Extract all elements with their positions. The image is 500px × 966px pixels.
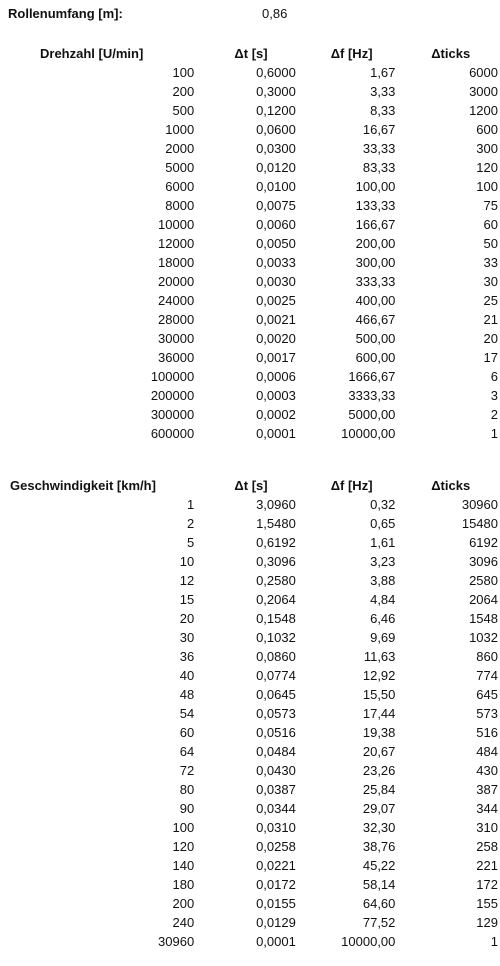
cell-input[interactable]: 90 [179,801,195,816]
cell-delta-t[interactable]: 0,3000 [256,84,296,99]
cell-delta-ticks[interactable]: 2580 [469,573,498,588]
cell-delta-ticks[interactable]: 6192 [469,535,498,550]
cell-input[interactable]: 36000 [158,350,195,365]
cell-delta-f[interactable]: 9,69 [370,630,396,645]
table-row [0,514,500,533]
cell-delta-f[interactable]: 166,67 [355,217,396,232]
cell-delta-t[interactable]: 0,0774 [256,668,296,683]
table-row [0,272,500,291]
cell-delta-t[interactable]: 0,0573 [256,706,296,721]
cell-input[interactable]: 600000 [150,426,195,441]
cell-delta-ticks[interactable]: 430 [476,763,498,778]
header-delta-f: Δf [Hz] [330,478,373,493]
table-row [0,818,500,837]
table-row [0,253,500,272]
table-row [0,666,500,685]
cell-delta-t[interactable]: 0,0075 [256,198,296,213]
cell-delta-ticks[interactable]: 2064 [469,592,498,607]
table-row [0,82,500,101]
table-row [0,196,500,215]
cell-delta-f[interactable]: 45,22 [362,858,396,873]
cell-delta-ticks[interactable]: 30960 [461,497,498,512]
cell-delta-t[interactable]: 0,1032 [256,630,296,645]
cell-delta-t[interactable]: 0,0387 [256,782,296,797]
cell-delta-t[interactable]: 0,0020 [256,331,296,346]
cell-delta-t[interactable]: 0,0600 [256,122,296,137]
table-row [0,120,500,139]
cell-delta-t[interactable]: 0,0060 [256,217,296,232]
cell-delta-f[interactable]: 3,88 [370,573,396,588]
cell-input[interactable]: 28000 [158,312,195,327]
cell-delta-t[interactable]: 0,0001 [256,934,296,949]
table-row [0,723,500,742]
cell-delta-ticks[interactable]: 300 [476,141,498,156]
roll-circumference-value[interactable]: 0,86 [262,6,288,21]
cell-input[interactable]: 64 [179,744,195,759]
table-row [0,590,500,609]
cell-delta-ticks[interactable]: 3 [490,388,498,403]
cell-delta-ticks[interactable]: 3000 [469,84,498,99]
cell-delta-ticks[interactable]: 1032 [469,630,498,645]
cell-delta-ticks[interactable]: 20 [483,331,498,346]
cell-delta-t[interactable]: 0,1548 [256,611,296,626]
cell-input[interactable]: 500 [172,103,195,118]
cell-delta-f[interactable]: 58,14 [362,877,396,892]
cell-input[interactable]: 5000 [165,160,195,175]
cell-delta-t[interactable]: 0,0003 [256,388,296,403]
cell-input[interactable]: 1000 [165,122,195,137]
cell-input[interactable]: 60 [179,725,195,740]
table-row [0,424,500,443]
cell-delta-f[interactable]: 0,65 [370,516,396,531]
cell-delta-ticks[interactable]: 3096 [469,554,498,569]
cell-input[interactable]: 72 [179,763,195,778]
cell-delta-ticks[interactable]: 310 [476,820,498,835]
cell-delta-ticks[interactable]: 344 [476,801,498,816]
cell-delta-f[interactable]: 6,46 [370,611,396,626]
cell-delta-f[interactable]: 77,52 [362,915,396,930]
cell-delta-f[interactable]: 32,30 [362,820,396,835]
cell-delta-f[interactable]: 25,84 [362,782,396,797]
cell-delta-ticks[interactable]: 221 [476,858,498,873]
cell-input[interactable]: 12 [179,573,195,588]
table-row [0,894,500,913]
cell-input[interactable]: 10 [179,554,195,569]
table-row [0,685,500,704]
table-row [0,913,500,932]
cell-delta-t[interactable]: 1,5480 [256,516,296,531]
cell-delta-f[interactable]: 12,92 [362,668,396,683]
cell-delta-t[interactable]: 0,0025 [256,293,296,308]
cell-delta-ticks[interactable]: 17 [483,350,498,365]
table-row [0,234,500,253]
cell-delta-ticks[interactable]: 25 [483,293,498,308]
cell-input[interactable]: 180 [172,877,195,892]
cell-delta-t[interactable]: 0,3096 [256,554,296,569]
cell-input[interactable]: 54 [179,706,195,721]
cell-delta-t[interactable]: 0,0484 [256,744,296,759]
roll-circumference-label: Rollenumfang [m]: [8,6,123,21]
cell-delta-ticks[interactable]: 1 [490,426,498,441]
table-row [0,875,500,894]
table-row [0,101,500,120]
cell-input[interactable]: 80 [179,782,195,797]
cell-input[interactable]: 36 [179,649,195,664]
cell-delta-t[interactable]: 0,0002 [256,407,296,422]
table-row [0,742,500,761]
cell-input[interactable]: 200 [172,896,195,911]
table-row [0,609,500,628]
cell-delta-f[interactable]: 133,33 [355,198,396,213]
header-delta-f: Δf [Hz] [330,46,373,61]
speed-table [0,476,500,951]
speed-table-body [0,495,500,951]
table-row [0,177,500,196]
cell-delta-f[interactable]: 1666,67 [348,369,396,384]
table-row [0,329,500,348]
header-speed: Geschwindigkeit [km/h] [10,478,156,493]
cell-delta-ticks[interactable]: 600 [476,122,498,137]
cell-delta-t[interactable]: 0,0050 [256,236,296,251]
cell-delta-t[interactable]: 0,0516 [256,725,296,740]
cell-delta-ticks[interactable]: 387 [476,782,498,797]
cell-delta-f[interactable]: 8,33 [370,103,396,118]
cell-delta-f[interactable]: 5000,00 [348,407,396,422]
cell-delta-f[interactable]: 29,07 [362,801,396,816]
cell-delta-t[interactable]: 0,0120 [256,160,296,175]
cell-delta-ticks[interactable]: 6 [490,369,498,384]
table-row [0,552,500,571]
cell-delta-ticks[interactable]: 75 [483,198,498,213]
cell-input[interactable]: 200000 [150,388,195,403]
cell-delta-f[interactable]: 11,63 [363,649,396,664]
cell-delta-t[interactable]: 0,2064 [256,592,296,607]
cell-delta-f[interactable]: 64,60 [362,896,396,911]
cell-delta-ticks[interactable]: 172 [476,877,498,892]
cell-input[interactable]: 20 [179,611,195,626]
table-row [0,158,500,177]
cell-delta-f[interactable]: 4,84 [370,592,396,607]
cell-delta-f[interactable]: 200,00 [355,236,396,251]
cell-delta-t[interactable]: 0,6192 [256,535,296,550]
table-row [0,386,500,405]
cell-delta-ticks[interactable]: 258 [476,839,498,854]
cell-delta-f[interactable]: 17,44 [362,706,396,721]
table-row [0,348,500,367]
table-row [0,704,500,723]
cell-delta-t[interactable]: 0,0006 [256,369,296,384]
cell-delta-ticks[interactable]: 155 [476,896,498,911]
cell-delta-f[interactable]: 38,76 [362,839,396,854]
cell-delta-ticks[interactable]: 33 [483,255,498,270]
cell-delta-ticks[interactable]: 1 [490,934,498,949]
cell-delta-f[interactable]: 600,00 [355,350,396,365]
cell-delta-f[interactable]: 333,33 [355,274,396,289]
cell-delta-t[interactable]: 0,6000 [256,65,296,80]
cell-delta-t[interactable]: 0,0017 [256,350,296,365]
cell-input[interactable]: 10000 [158,217,195,232]
cell-delta-f[interactable]: 500,00 [355,331,396,346]
cell-delta-ticks[interactable]: 129 [476,915,498,930]
cell-delta-ticks[interactable]: 50 [483,236,498,251]
rpm-table-body [0,63,500,443]
cell-delta-f[interactable]: 3,33 [370,84,396,99]
cell-delta-ticks[interactable]: 484 [476,744,498,759]
table-row [0,405,500,424]
cell-delta-t[interactable]: 0,0030 [256,274,296,289]
header-delta-t: Δt [s] [234,478,268,493]
cell-delta-t[interactable]: 0,2580 [256,573,296,588]
cell-delta-f[interactable]: 23,26 [362,763,396,778]
cell-delta-t[interactable]: 0,0021 [256,312,296,327]
table-row [0,837,500,856]
cell-delta-f[interactable]: 19,38 [362,725,396,740]
cell-input[interactable]: 140 [172,858,195,873]
cell-delta-f[interactable]: 1,61 [370,535,396,550]
table-row [0,291,500,310]
cell-delta-ticks[interactable]: 645 [476,687,498,702]
cell-delta-f[interactable]: 400,00 [355,293,396,308]
cell-delta-ticks[interactable]: 774 [476,668,498,683]
cell-input[interactable]: 120 [172,839,195,854]
cell-delta-ticks[interactable]: 60 [483,217,498,232]
cell-input[interactable]: 6000 [165,179,195,194]
cell-delta-t[interactable]: 0,0221 [256,858,296,873]
table-row [0,628,500,647]
cell-delta-ticks[interactable]: 860 [476,649,498,664]
cell-delta-t[interactable]: 3,0960 [256,497,296,512]
cell-input[interactable]: 200 [172,84,195,99]
cell-input[interactable]: 2 [186,516,195,531]
cell-delta-t[interactable]: 0,0129 [256,915,296,930]
cell-delta-ticks[interactable]: 100 [476,179,498,194]
cell-delta-f[interactable]: 16,67 [362,122,396,137]
cell-input[interactable]: 1 [186,497,195,512]
table-row [0,571,500,590]
cell-delta-t[interactable]: 0,0033 [256,255,296,270]
table-row [0,215,500,234]
header-delta-ticks: Δticks [431,478,471,493]
roll-circumference-row [0,6,500,26]
cell-delta-t[interactable]: 0,0258 [256,839,296,854]
table-row [0,63,500,82]
cell-input[interactable]: 18000 [158,255,195,270]
cell-input[interactable]: 100 [172,65,195,80]
cell-delta-t[interactable]: 0,0100 [256,179,296,194]
cell-delta-f[interactable]: 20,67 [362,744,396,759]
cell-delta-t[interactable]: 0,0300 [256,141,296,156]
cell-delta-f[interactable]: 3,23 [370,554,396,569]
cell-delta-t[interactable]: 0,0344 [256,801,296,816]
cell-input[interactable]: 30960 [158,934,195,949]
table-row [0,799,500,818]
cell-delta-f[interactable]: 15,50 [362,687,396,702]
table-row [0,932,500,951]
cell-delta-f[interactable]: 83,33 [362,160,396,175]
cell-input[interactable]: 15 [179,592,195,607]
table-row [0,761,500,780]
table-row [0,310,500,329]
cell-input[interactable]: 20000 [158,274,195,289]
cell-delta-ticks[interactable]: 120 [476,160,498,175]
rpm-table-header [0,44,500,63]
cell-input[interactable]: 100000 [150,369,195,384]
cell-input[interactable]: 24000 [158,293,195,308]
table-row [0,367,500,386]
cell-input[interactable]: 30 [179,630,195,645]
cell-delta-t[interactable]: 0,0430 [256,763,296,778]
cell-delta-t[interactable]: 0,0155 [256,896,296,911]
cell-delta-t[interactable]: 0,0310 [256,820,296,835]
cell-input[interactable]: 8000 [165,198,195,213]
cell-delta-t[interactable]: 0,0860 [256,649,296,664]
cell-input[interactable]: 30000 [158,331,195,346]
cell-delta-t[interactable]: 0,1200 [256,103,296,118]
rpm-table [0,44,500,443]
cell-input[interactable]: 240 [172,915,195,930]
cell-delta-f[interactable]: 466,67 [355,312,396,327]
cell-input[interactable]: 2000 [165,141,195,156]
table-row [0,139,500,158]
cell-input[interactable]: 100 [172,820,195,835]
header-delta-ticks: Δticks [431,46,471,61]
cell-input[interactable]: 40 [179,668,195,683]
cell-delta-ticks[interactable]: 1200 [469,103,498,118]
table-row [0,780,500,799]
cell-delta-ticks[interactable]: 516 [476,725,498,740]
cell-delta-ticks[interactable]: 1548 [469,611,498,626]
table-row [0,495,500,514]
cell-delta-t[interactable]: 0,0645 [256,687,296,702]
cell-input[interactable]: 48 [179,687,195,702]
cell-delta-f[interactable]: 33,33 [362,141,396,156]
cell-delta-ticks[interactable]: 21 [483,312,498,327]
cell-delta-f[interactable]: 3333,33 [348,388,396,403]
cell-delta-t[interactable]: 0,0001 [256,426,296,441]
speed-table-header [0,476,500,495]
cell-delta-f[interactable]: 10000,00 [341,934,396,949]
cell-delta-ticks[interactable]: 573 [476,706,498,721]
cell-input[interactable]: 5 [186,535,195,550]
cell-delta-f[interactable]: 300,00 [355,255,396,270]
cell-delta-ticks[interactable]: 30 [483,274,498,289]
cell-delta-f[interactable]: 0,32 [370,497,396,512]
cell-delta-f[interactable]: 100,00 [355,179,396,194]
cell-delta-f[interactable]: 10000,00 [341,426,396,441]
cell-delta-t[interactable]: 0,0172 [256,877,296,892]
cell-delta-ticks[interactable]: 2 [490,407,498,422]
table-row [0,533,500,552]
cell-input[interactable]: 12000 [158,236,195,251]
header-rpm: Drehzahl [U/min] [40,46,144,61]
header-delta-t: Δt [s] [234,46,268,61]
cell-delta-f[interactable]: 1,67 [370,65,396,80]
table-row [0,647,500,666]
cell-delta-ticks[interactable]: 6000 [469,65,498,80]
cell-input[interactable]: 300000 [150,407,195,422]
table-row [0,856,500,875]
cell-delta-ticks[interactable]: 15480 [461,516,498,531]
